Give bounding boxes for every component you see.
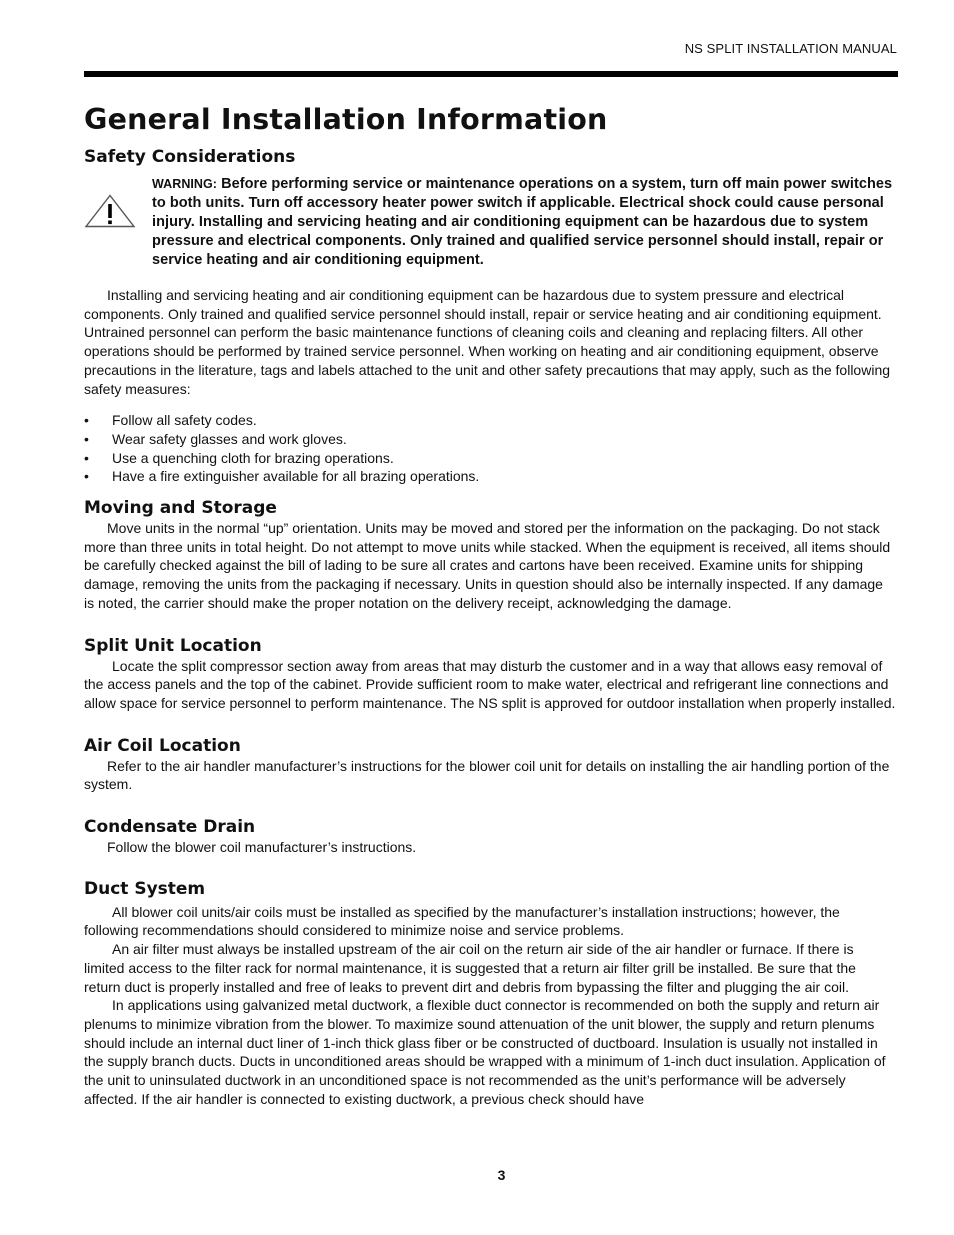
running-header: NS SPLIT INSTALLATION MANUAL <box>684 41 897 56</box>
section-duct-system <box>84 878 896 1109</box>
safety-body: Installing and servicing heating and air conditioning equipment can be hazardous due to system pressure and electrical components. Only trained and qualified service personnel should install, repair or service heating and air conditioning equipment. Untrained personnel can perform the basic maintenance functions of cleaning coils and cleaning and replacing filters. All other operations should be performed by trained service personnel. When working on heating and air conditioning equipment, observe precautions in the literature, tags and labels attached to the unit and other safety precautions that may apply, such as the following safety measures: <box>84 287 891 397</box>
header-rule <box>84 71 898 77</box>
section-heading-duct: Duct System <box>84 878 206 899</box>
moving-body: Move units in the normal “up” orientation. Units may be moved and stored per the information on the packaging. Do not stack more than three units in total height. Do not attempt to move units while stacked. When the equipment is received, all items should be carefully checked against the bill of lading to be sure all crates and cartons have been received. Examine units for shipping damage, removing the units from the packaging if necessary. Units in question should also be internally inspected. If any damage is noted, the carrier should make the proper notation on the delivery receipt, acknowledging the damage. <box>84 520 891 611</box>
duct-paragraph-3: In applications using galvanized metal ductwork, a flexible duct connector is recommended on both the supply and return air plenums to minimize vibration from the blower. To maximize sound attenuation of the unit blower, the supply and return plenums should include an internal duct liner of 1-inch thick glass fiber or be constructed of ductboard. Insulation is usually not installed in the supply branch ducts. Ducts in unconditioned areas should be wrapped with a minimum of 1-inch duct insulation. Application of the unit to uninsulated ductwork in an unconditioned space is not recommended as the unit’s performance will be adversely affected. If the air handler is connected to existing ductwork, a previous check should have <box>84 997 886 1107</box>
section-heading-condensate: Condensate Drain <box>84 817 256 838</box>
section-condensate-drain <box>84 816 896 857</box>
page-number: 3 <box>497 1167 506 1183</box>
safety-bullet-list <box>84 411 896 486</box>
section-heading-split-location: Split Unit Location <box>84 635 262 656</box>
list-item: • Use a quenching cloth for brazing operations. <box>84 449 896 468</box>
section-heading-safety: Safety Considerations <box>84 147 296 167</box>
section-air-coil-location <box>84 735 896 794</box>
page-content <box>84 146 896 1109</box>
warning-message: Before performing service or maintenance operations on a system, turn off main power switches to both units. Turn off accessory heater power switch if applicable. Electrical shock could cause personal injury. Installing and servicing heating and air conditioning equipment can be hazardous due to system pressure and electrical components. Only trained and qualified service personnel should install, repair or service heating and air conditioning equipment. <box>152 176 893 268</box>
list-item: • Wear safety glasses and work gloves. <box>84 430 896 449</box>
air-coil-body: Refer to the air handler manufacturer’s instructions for the blower coil unit for details on installing the air handling portion of the system. <box>84 757 890 793</box>
section-heading-moving: Moving and Storage <box>84 498 277 519</box>
duct-paragraph-2: An air filter must always be installed upstream of the air coil on the return air side of the air handler or furnace. If there is limited access to the filter rack for normal maintenance, it is suggested that a return air filter grill be installed. Be sure that the return duct is properly installed and free of leaks to prevent dirt and debris from bypassing the filter and plugging the air coil. <box>84 941 856 995</box>
split-location-body: Locate the split compressor section away from areas that may disturb the customer and in a way that allows easy removal of the access panels and the top of the cabinet. Provide sufficient room to make water, electrical and refrigerant line connections and allow space for service personnel to perform maintenance. The NS split is approved for outdoor installation when properly installed. <box>84 657 896 711</box>
section-safety-considerations <box>84 146 896 486</box>
duct-paragraph-1: All blower coil units/air coils must be installed as specified by the manufacturer’s installation instructions; however, the following recommendations should considered to minimize noise and service problems. <box>84 903 840 939</box>
warning-triangle-icon <box>84 175 152 270</box>
condensate-body: Follow the blower coil manufacturer’s instructions. <box>107 839 417 856</box>
list-item: • Follow all safety codes. <box>84 411 896 430</box>
warning-label: WARNING: <box>152 177 217 191</box>
section-heading-air-coil: Air Coil Location <box>84 735 241 756</box>
warning-text <box>152 175 896 270</box>
list-item: • Have a fire extinguisher available for all brazing operations. <box>84 467 896 486</box>
page-title: General Installation Information <box>84 103 608 136</box>
section-split-unit-location <box>84 635 896 713</box>
warning-box <box>84 175 896 270</box>
section-moving-storage <box>84 497 896 613</box>
